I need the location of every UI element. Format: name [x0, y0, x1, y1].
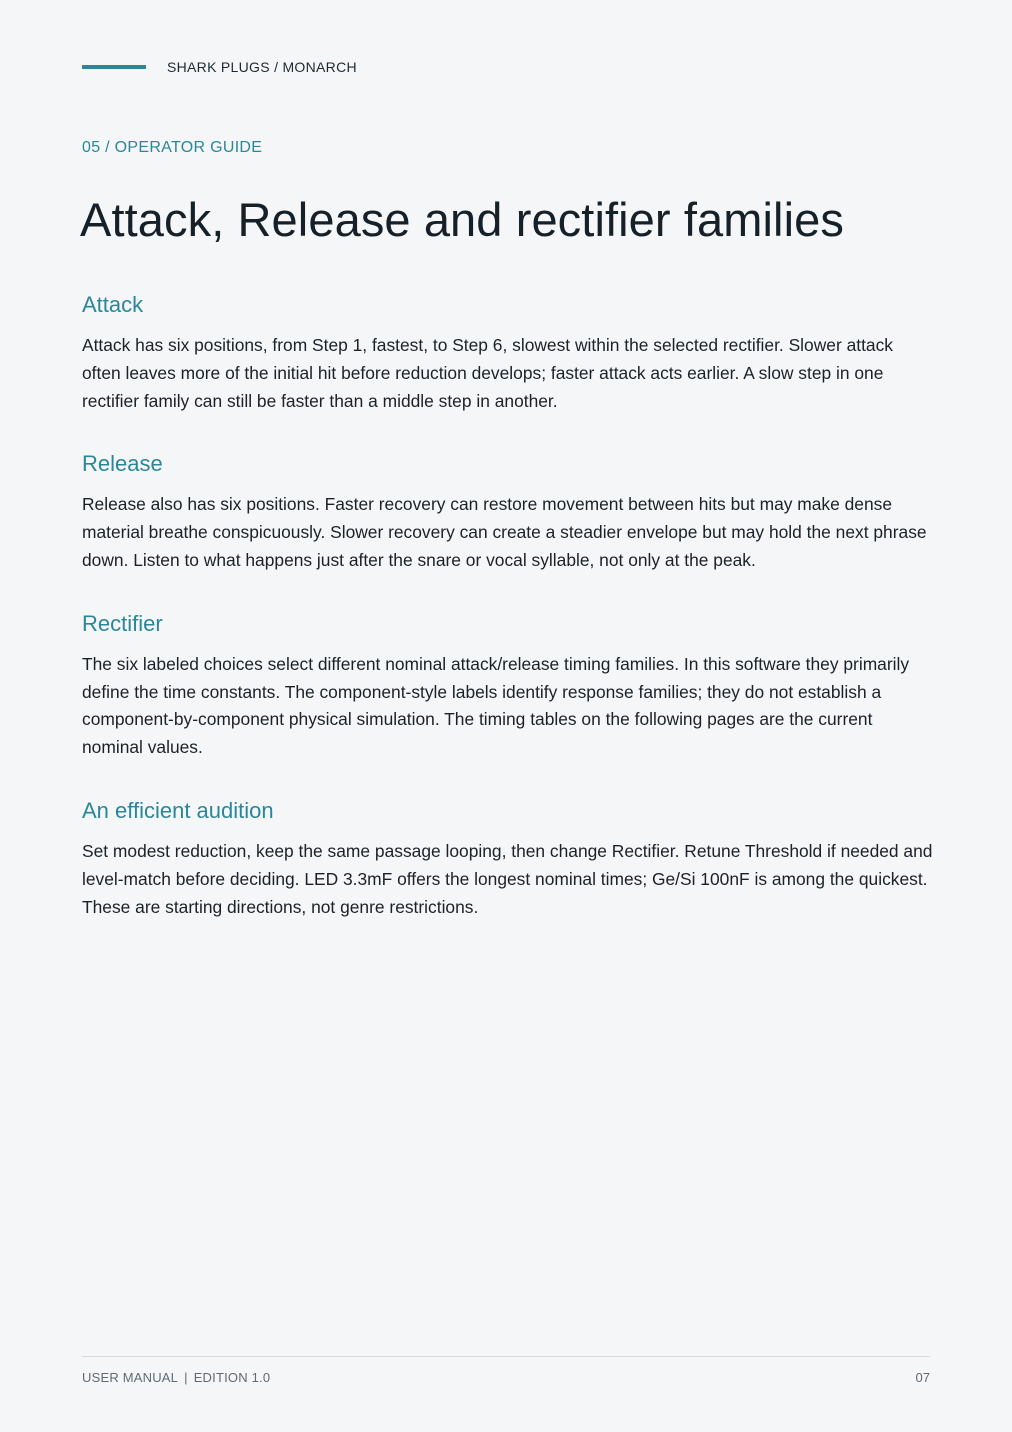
header-accent-bar	[82, 65, 146, 69]
running-header	[82, 59, 357, 75]
section-body: Release also has six positions. Faster recovery can restore movement between hits but may make dense material breathe conspicuously. Slower recovery can create a steadier envelope but may hold the next phrase down. Listen to what happens just after the snare or vocal syllable, not only at the peak.	[82, 494, 927, 570]
footer-separator: |	[184, 1370, 188, 1385]
section-body: Attack has six positions, from Step 1, fastest, to Step 6, slowest within the selected rectifier. Slower attack often leaves more of the initial hit before reduction develops; faster attack acts earlier. A slow step in one rectifier family can still be faster than a middle step in another.	[82, 335, 893, 411]
section-body: Set modest reduction, keep the same passage looping, then change Rectifier. Retune Threshold if needed and level-match before deciding. LED 3.3mF offers the longest nominal times; Ge/Si 100nF is among the quickest. These are starting directions, not genre restrictions.	[82, 840, 933, 917]
footer-edition-label: EDITION 1.0	[193, 1370, 271, 1385]
footer-manual-label: USER MANUAL	[82, 1370, 179, 1385]
section-rectifier	[82, 609, 934, 762]
section-release	[82, 449, 934, 574]
main-content	[82, 290, 934, 955]
section-efficient-audition	[82, 796, 934, 921]
section-heading: Rectifier	[82, 610, 163, 636]
section-heading: Release	[82, 451, 163, 477]
header-label: SHARK PLUGS / MONARCH	[167, 59, 357, 75]
section-attack	[82, 290, 934, 415]
section-body: The six labeled choices select different nominal attack/release timing families. In this software they primarily define the time constants. The component-style labels identify response families; they do not establish a component-by-component physical simulation. The timing tables on the following pages are the current nominal values.	[82, 653, 910, 758]
section-label: 05 / OPERATOR GUIDE	[82, 139, 263, 156]
section-heading: An efficient audition	[82, 797, 274, 823]
page-title: Attack, Release and rectifier families	[80, 193, 844, 246]
section-heading: Attack	[82, 292, 144, 317]
footer-left	[82, 1370, 270, 1385]
footer-divider	[82, 1356, 930, 1357]
page-number: 07	[915, 1370, 930, 1385]
